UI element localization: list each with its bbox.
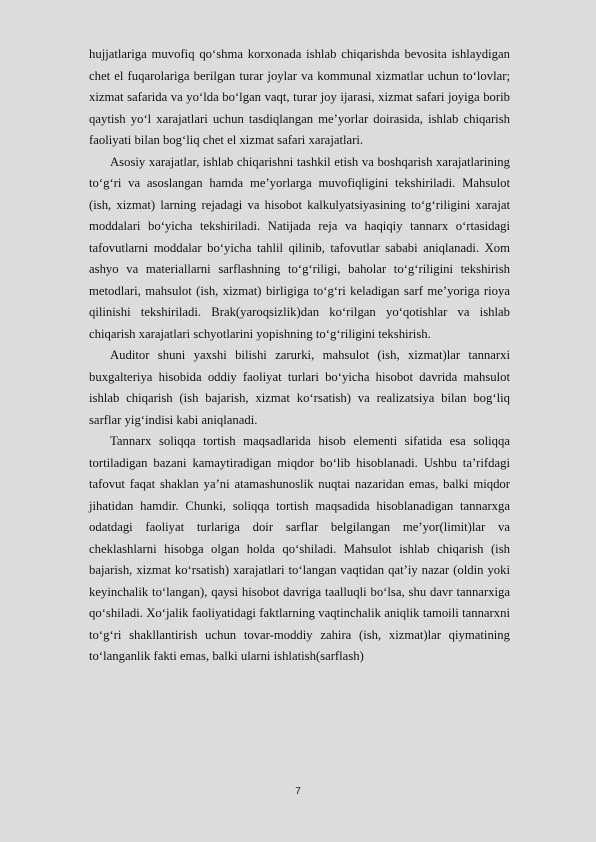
paragraph-expenses-audit: Asosiy xarajatlar, ishlab chiqarishni tashkil etish va boshqarish xarajatlarining to‘g‘ri va asoslangan hamda me’yorlarga muvofiqligini tekshiriladi. Mahsulot (ish, xizmat) larning rejadagi va hisobot kalkulyatsiyasining to‘g‘riligini xarajat moddalari bo‘yicha tekshiriladi. Natijada reja va haqiqiy tannarx o‘rtasidagi tafovutlarni moddalar bo‘yicha tahlil qilinib, tafovutlar sababi aniqlanadi. Xom ashyo va materiallarni sarflashning to‘g‘riligi, baholar to‘g‘riligini tekshirish metodlari, mahsulot (ish, xizmat) birligiga to‘g‘ri keladigan sarf me’yoriga rioya qilinishi tekshiriladi. Brak(yaroqsizlik)dan ko‘rilgan yo‘qotishlar va ishlab chiqarish xarajatlari schyotlarini yopishning to‘g‘riligini tekshirish. <box>89 154 510 341</box>
paragraph-auditor-cost: Auditor shuni yaxshi bilishi zarurki, mahsulot (ish, xizmat)lar tannarxi buxgalteriya hisobida oddiy faoliyat turlari bo‘yicha hisobot davrida mahsulot ishlab chiqarish (ish bajarish, xizmat ko‘rsatish) va realizatsiya bilan bog‘liq sarflar yig‘indisi kabi aniqlanadi. <box>89 348 510 427</box>
paragraph-continuation: hujjatlariga muvofiq qo‘shma korxonada ishlab chiqarishda bevosita ishlaydigan chet el fuqarolariga berilgan turar joylar va kommunal xizmatlar uchun to‘lovlar; xizmat safarida va yo‘lda bo‘lgan vaqt, turar joy ijarasi, xizmat safari joyiga borib qaytish yo‘l xarajatlari uchun tasdiqlangan me’yorlar doirasida, ishlab chiqarish faoliyati bilan bog‘liq chet el xizmat safari xarajatlari. <box>89 47 510 147</box>
paragraph-tax-cost: Tannarx soliqqa tortish maqsadlarida hisob elementi sifatida esa soliqqa tortiladigan bazani kamaytiradigan miqdor bo‘lib hisoblanadi. Ushbu ta’rifdagi tafovut faqat shaklan ya’ni atamashunoslik nuqtai nazaridan emas, balki miqdor jihatidan hamdir. Chunki, soliqqa tortish maqsadida hisoblanadigan tannarxga odatdagi faoliyat turlariga doir sarflar belgilangan me’yor(limit)lar va cheklashlarni hisobga olgan holda qo‘shiladi. Mahsulot ishlab chiqarish (ish bajarish, xizmat ko‘rsatish) xarajatlari to‘langan vaqtidan qat’iy nazar (oldin yoki keyinchalik to‘langan), qaysi hisobot davriga taalluqli bo‘lsa, shu davr tannarxiga qo‘shiladi. Xo‘jalik faoliyatidagi faktlarning vaqtinchalik aniqlik tamoili tannarxni to‘g‘ri shakllantirish uchun tovar-moddiy zahira (ish, xizmat)lar qiymatining to‘langanlik fakti emas, balki ularni ishlatish(sarflash) <box>89 434 510 663</box>
body-text <box>89 44 510 668</box>
page-number: 7 <box>295 786 301 797</box>
